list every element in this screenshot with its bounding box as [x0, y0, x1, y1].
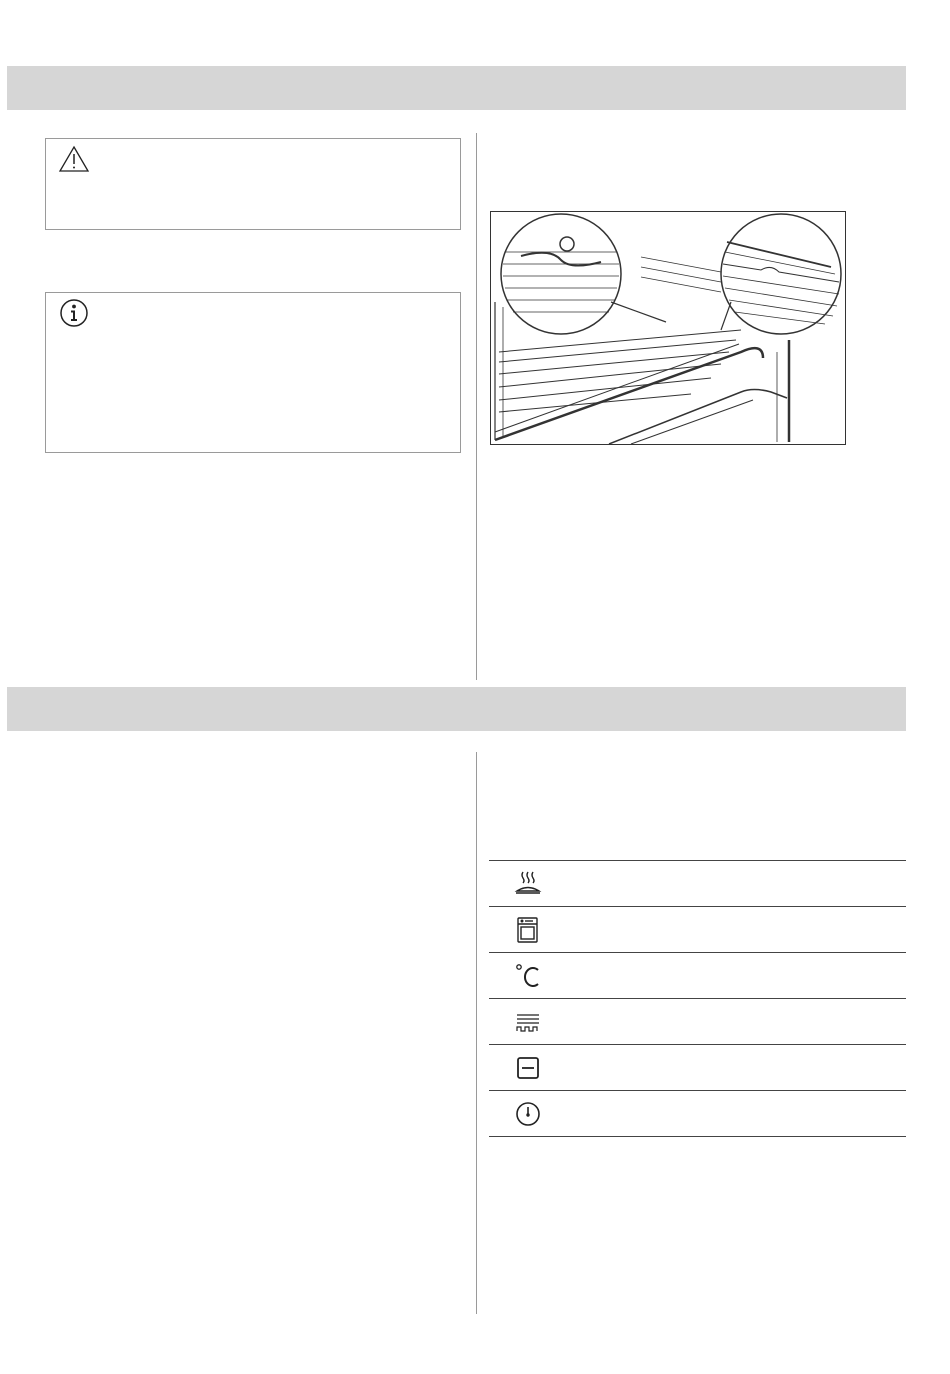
section-header-bar: [7, 66, 906, 110]
table-row: [489, 1090, 906, 1137]
heating-element-icon: [513, 1007, 543, 1037]
celsius-icon: [513, 961, 543, 991]
oven-shelf-wire-rack-illustration: [491, 212, 846, 445]
oven-shelf-illustration: [490, 211, 846, 445]
table-row: [489, 1044, 906, 1090]
table-row: [489, 952, 906, 998]
section-header-bar: [7, 687, 906, 731]
oven-icon: [513, 915, 543, 945]
display-symbols-table: [489, 860, 906, 1137]
table-row: [489, 906, 906, 952]
table-row: [489, 860, 906, 906]
food-sensor-icon: [513, 869, 543, 899]
info-box: [45, 292, 461, 453]
minus-square-icon: [513, 1053, 543, 1083]
info-circle-icon: [58, 297, 90, 329]
column-divider: [476, 133, 477, 680]
warning-box: [45, 138, 461, 230]
table-row: [489, 998, 906, 1044]
warning-triangle-icon: [58, 145, 90, 173]
clock-icon: [513, 1099, 543, 1129]
column-divider: [476, 752, 477, 1314]
